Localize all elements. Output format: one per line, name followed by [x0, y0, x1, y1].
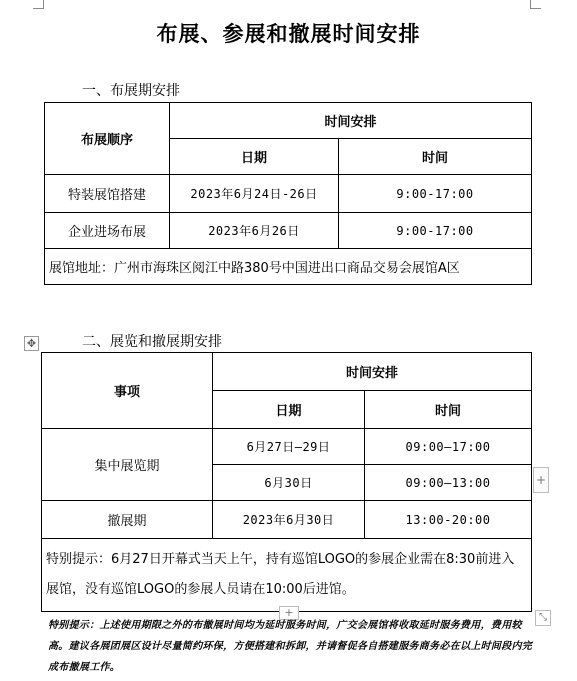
table-row [45, 213, 532, 249]
header-time-arrangement: 时间安排 [170, 103, 532, 139]
add-row-plus-icon[interactable]: + [279, 606, 299, 620]
row-date: 2023年6月26日 [170, 213, 339, 249]
header-time: 时间 [365, 391, 532, 429]
row-date: 2023年6月24日-26日 [170, 175, 339, 213]
row-time: 9:00-17:00 [339, 213, 532, 249]
venue-address: 展馆地址：广州市海珠区阅江中路380号中国进出口商品交易会展馆A区 [45, 249, 532, 285]
header-time: 时间 [339, 139, 532, 175]
add-column-plus-icon[interactable]: + [533, 467, 549, 493]
row-time: 09:00—17:00 [365, 429, 532, 465]
document-title: 布展、参展和撤展时间安排 [156, 21, 421, 46]
row-date: 6月30日 [213, 465, 365, 501]
section1-heading: 一、布展期安排 [82, 83, 180, 99]
table-row [42, 429, 532, 465]
row-time: 13:00-20:00 [365, 501, 532, 539]
exhibition-period-name: 集中展览期 [42, 429, 213, 501]
row-time: 09:00—13:00 [365, 465, 532, 501]
row-date: 2023年6月30日 [213, 501, 365, 539]
exhibition-schedule-table [41, 352, 532, 612]
header-item: 事项 [42, 353, 213, 429]
special-notice: 特别提示：6月27日开幕式当天上午，持有巡馆LOGO的参展企业需在8:30前进入展馆，没有巡馆LOGO的参展人员请在10:00后进馆。 [42, 539, 532, 612]
page-corner-mark-left [33, 0, 44, 9]
dismantle-period-name: 撤展期 [42, 501, 213, 539]
footnote-text: 特别提示：上述使用期限之外的布撤展时间均为延时服务时间，广交会展馆将收取延时服务费用，费用较高。建议各展团展区设计尽量简约环保，方便搭建和拆卸，并请督促各自搭建服务商务必在以上时间段内完成布撤展工作。 [48, 620, 533, 673]
header-order: 布展顺序 [45, 103, 170, 175]
row-name: 企业进场布展 [45, 213, 170, 249]
row-date: 6月27日—29日 [213, 429, 365, 465]
table-row [42, 501, 532, 539]
setup-schedule-table [44, 102, 532, 285]
page-corner-mark-right [530, 0, 541, 9]
row-name: 特装展馆搭建 [45, 175, 170, 213]
header-date: 日期 [213, 391, 365, 429]
section2-heading: 二、展览和撤展期安排 [82, 334, 222, 350]
row-time: 9:00-17:00 [339, 175, 532, 213]
table-row [45, 175, 532, 213]
header-date: 日期 [170, 139, 339, 175]
header-time-arrangement: 时间安排 [213, 353, 532, 391]
table-move-handle-icon[interactable]: ✥ [24, 336, 39, 351]
table-resize-icon[interactable]: ⤡ [535, 610, 551, 626]
